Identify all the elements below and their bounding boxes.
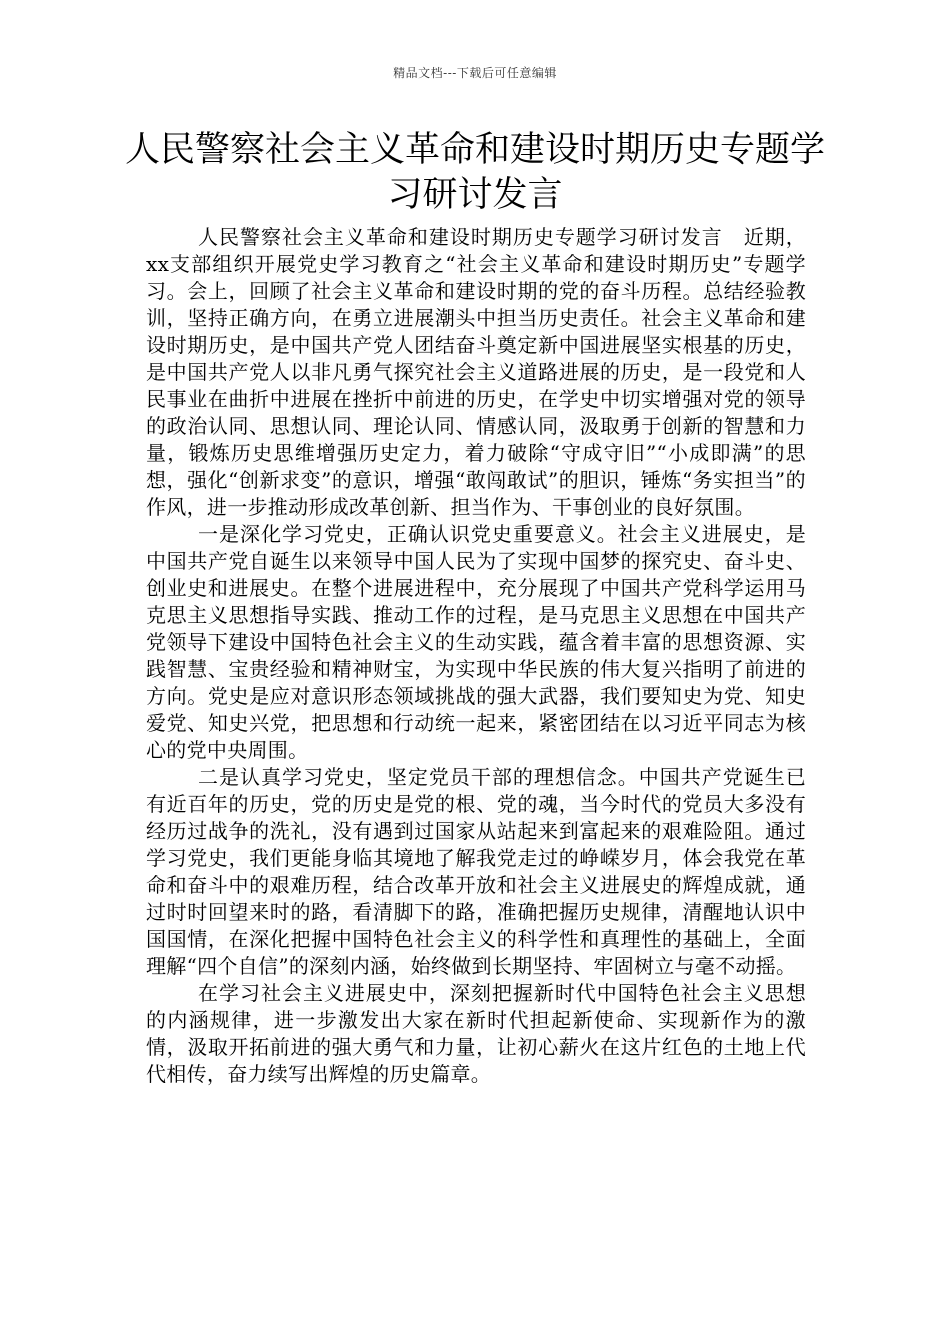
paragraph-3: 二是认真学习党史，坚定党员干部的理想信念。中国共产党诞生已有近百年的历史，党的历史是党的根、党的魂，当今时代的党员大多没有经历过战争的洗礼，没有遇到过国家从站起来到富起来的艰难险阻。通过学习党史，我们更能身临其境地了解我党走过的峥嵘岁月，体会我党在革命和奋斗中的艰难历程，结合改革开放和社会主义进展史的辉煌成就，通过时时回望来时的路，看清脚下的路，准确把握历史规律，清醒地认识中国国情，在深化把握中国特色社会主义的科学性和真理性的基础上，全面理解“四个自信”的深刻内涵，始终做到长期坚持、牢固树立与毫不动摇。 [146,765,806,978]
header-note: 精品文档---下载后可任意编辑 [393,66,557,80]
paragraph-2: 一是深化学习党史，正确认识党史重要意义。社会主义进展史，是中国共产党自诞生以来领导中国人民为了实现中国梦的探究史、奋斗史、创业史和进展史。在整个进展进程中，充分展现了中国共产党科学运用马克思主义思想指导实践、推动工作的过程，是马克思主义思想在中国共产党领导下建设中国特色社会主义的生动实践，蕴含着丰富的思想资源、实践智慧、宝贵经验和精神财宝，为实现中华民族的伟大复兴指明了前进的方向。党史是应对意识形态领域挑战的强大武器，我们要知史为党、知史爱党、知史兴党，把思想和行动统一起来，紧密团结在以习近平同志为核心的党中央周围。 [146,522,806,762]
paragraph-4: 在学习社会主义进展史中，深刻把握新时代中国特色社会主义思想的内涵规律，进一步激发出大家在新时代担起新使命、实现新作为的激情，汲取开拓前进的强大勇气和力量，让初心薪火在这片红色的土地上代代相传，奋力续写出辉煌的历史篇章。 [146,981,806,1086]
document-body [146,224,806,1088]
paragraph-1: 人民警察社会主义革命和建设时期历史专题学习研讨发言 近期，xx支部组织开展党史学习教育之“社会主义革命和建设时期历史”专题学习。会上，回顾了社会主义革命和建设时期的党的奋斗历程。总结经验教训，坚持正确方向，在勇立进展潮头中担当历史责任。社会主义革命和建设时期历史，是中国共产党人团结奋斗奠定新中国进展坚实根基的历史，是中国共产党人以非凡勇气探究社会主义道路进展的历史，是一段党和人民事业在曲折中进展在挫折中前进的历史，在学史中切实增强对党的领导的政治认同、思想认同、理论认同、情感认同，汲取勇于创新的智慧和力量，锻炼历史思维增强历史定力，着力破除“守成守旧”“小成即满”的思想，强化“创新求变”的意识，增强“敢闯敢试”的胆识，锤炼“务实担当”的作风，进一步推动形成改革创新、担当作为、干事创业的良好氛围。 [146,225,806,519]
document-title: 人民警察社会主义革命和建设时期历史专题学习研讨发言 [124,130,825,215]
